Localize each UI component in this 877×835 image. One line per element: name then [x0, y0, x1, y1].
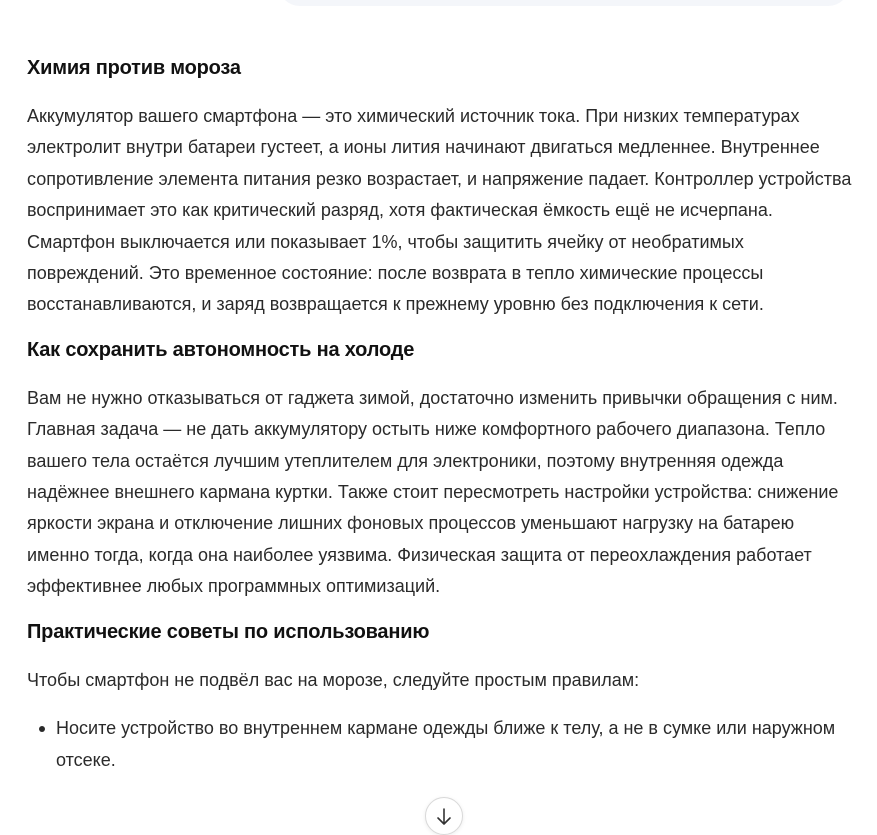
list-item [27, 713, 853, 776]
section-paragraph-autonomy: Вам не нужно отказываться от гаджета зимой, достаточно изменить привычки обращения с ним. Главная задача — не дать аккумулятору остыть ниже комфортного рабочего диапазона. Тепло вашего тела остаётся лучшим утеплителем для электроники, поэтому внутренняя одежда надёжнее внешнего кармана куртки. Также стоит пересмотреть настройки устройства: снижение яркости экрана и отключение лишних фоновых процессов уменьшают нагрузку на батарею именно тогда, когда она наиболее уязвима. Физическая защита от переохлаждения работает эффективнее любых программных оптимизаций. [27, 387, 839, 597]
section-heading-chemistry: Химия против мороза [27, 57, 241, 79]
section-paragraph-tips-intro: Чтобы смартфон не подвёл вас на морозе, следуйте простым правилам: [27, 669, 640, 690]
list-item-text: Носите устройство во внутреннем кармане одежды ближе к телу, а не в сумке или наружном отсеке. [56, 718, 836, 770]
previous-message-bubble [278, 0, 850, 6]
section-heading-tips: Практические советы по использованию [27, 620, 430, 643]
tips-list [27, 713, 853, 776]
scroll-to-bottom-button[interactable] [425, 797, 463, 835]
bullet-icon [39, 726, 45, 732]
arrow-down-icon [436, 808, 452, 826]
section-paragraph-chemistry: Аккумулятор вашего смартфона — это химический источник тока. При низких температурах электролит внутри батареи густеет, а ионы лития начинают двигаться медленнее. Внутреннее сопротивление элемента питания резко возрастает, и напряжение падает. Контроллер устройства воспринимает это как критический разряд, хотя фактическая ёмкость ещё не исчерпана. Смартфон выключается или показывает 1%, чтобы защитить ячейку от необратимых повреждений. Это временное состояние: после возврата в тепло химические процессы восстанавливаются, и заряд возвращается к прежнему уровню без подключения к сети. [27, 106, 852, 315]
section-heading-autonomy: Как сохранить автономность на холоде [27, 338, 415, 361]
assistant-response [27, 48, 853, 776]
